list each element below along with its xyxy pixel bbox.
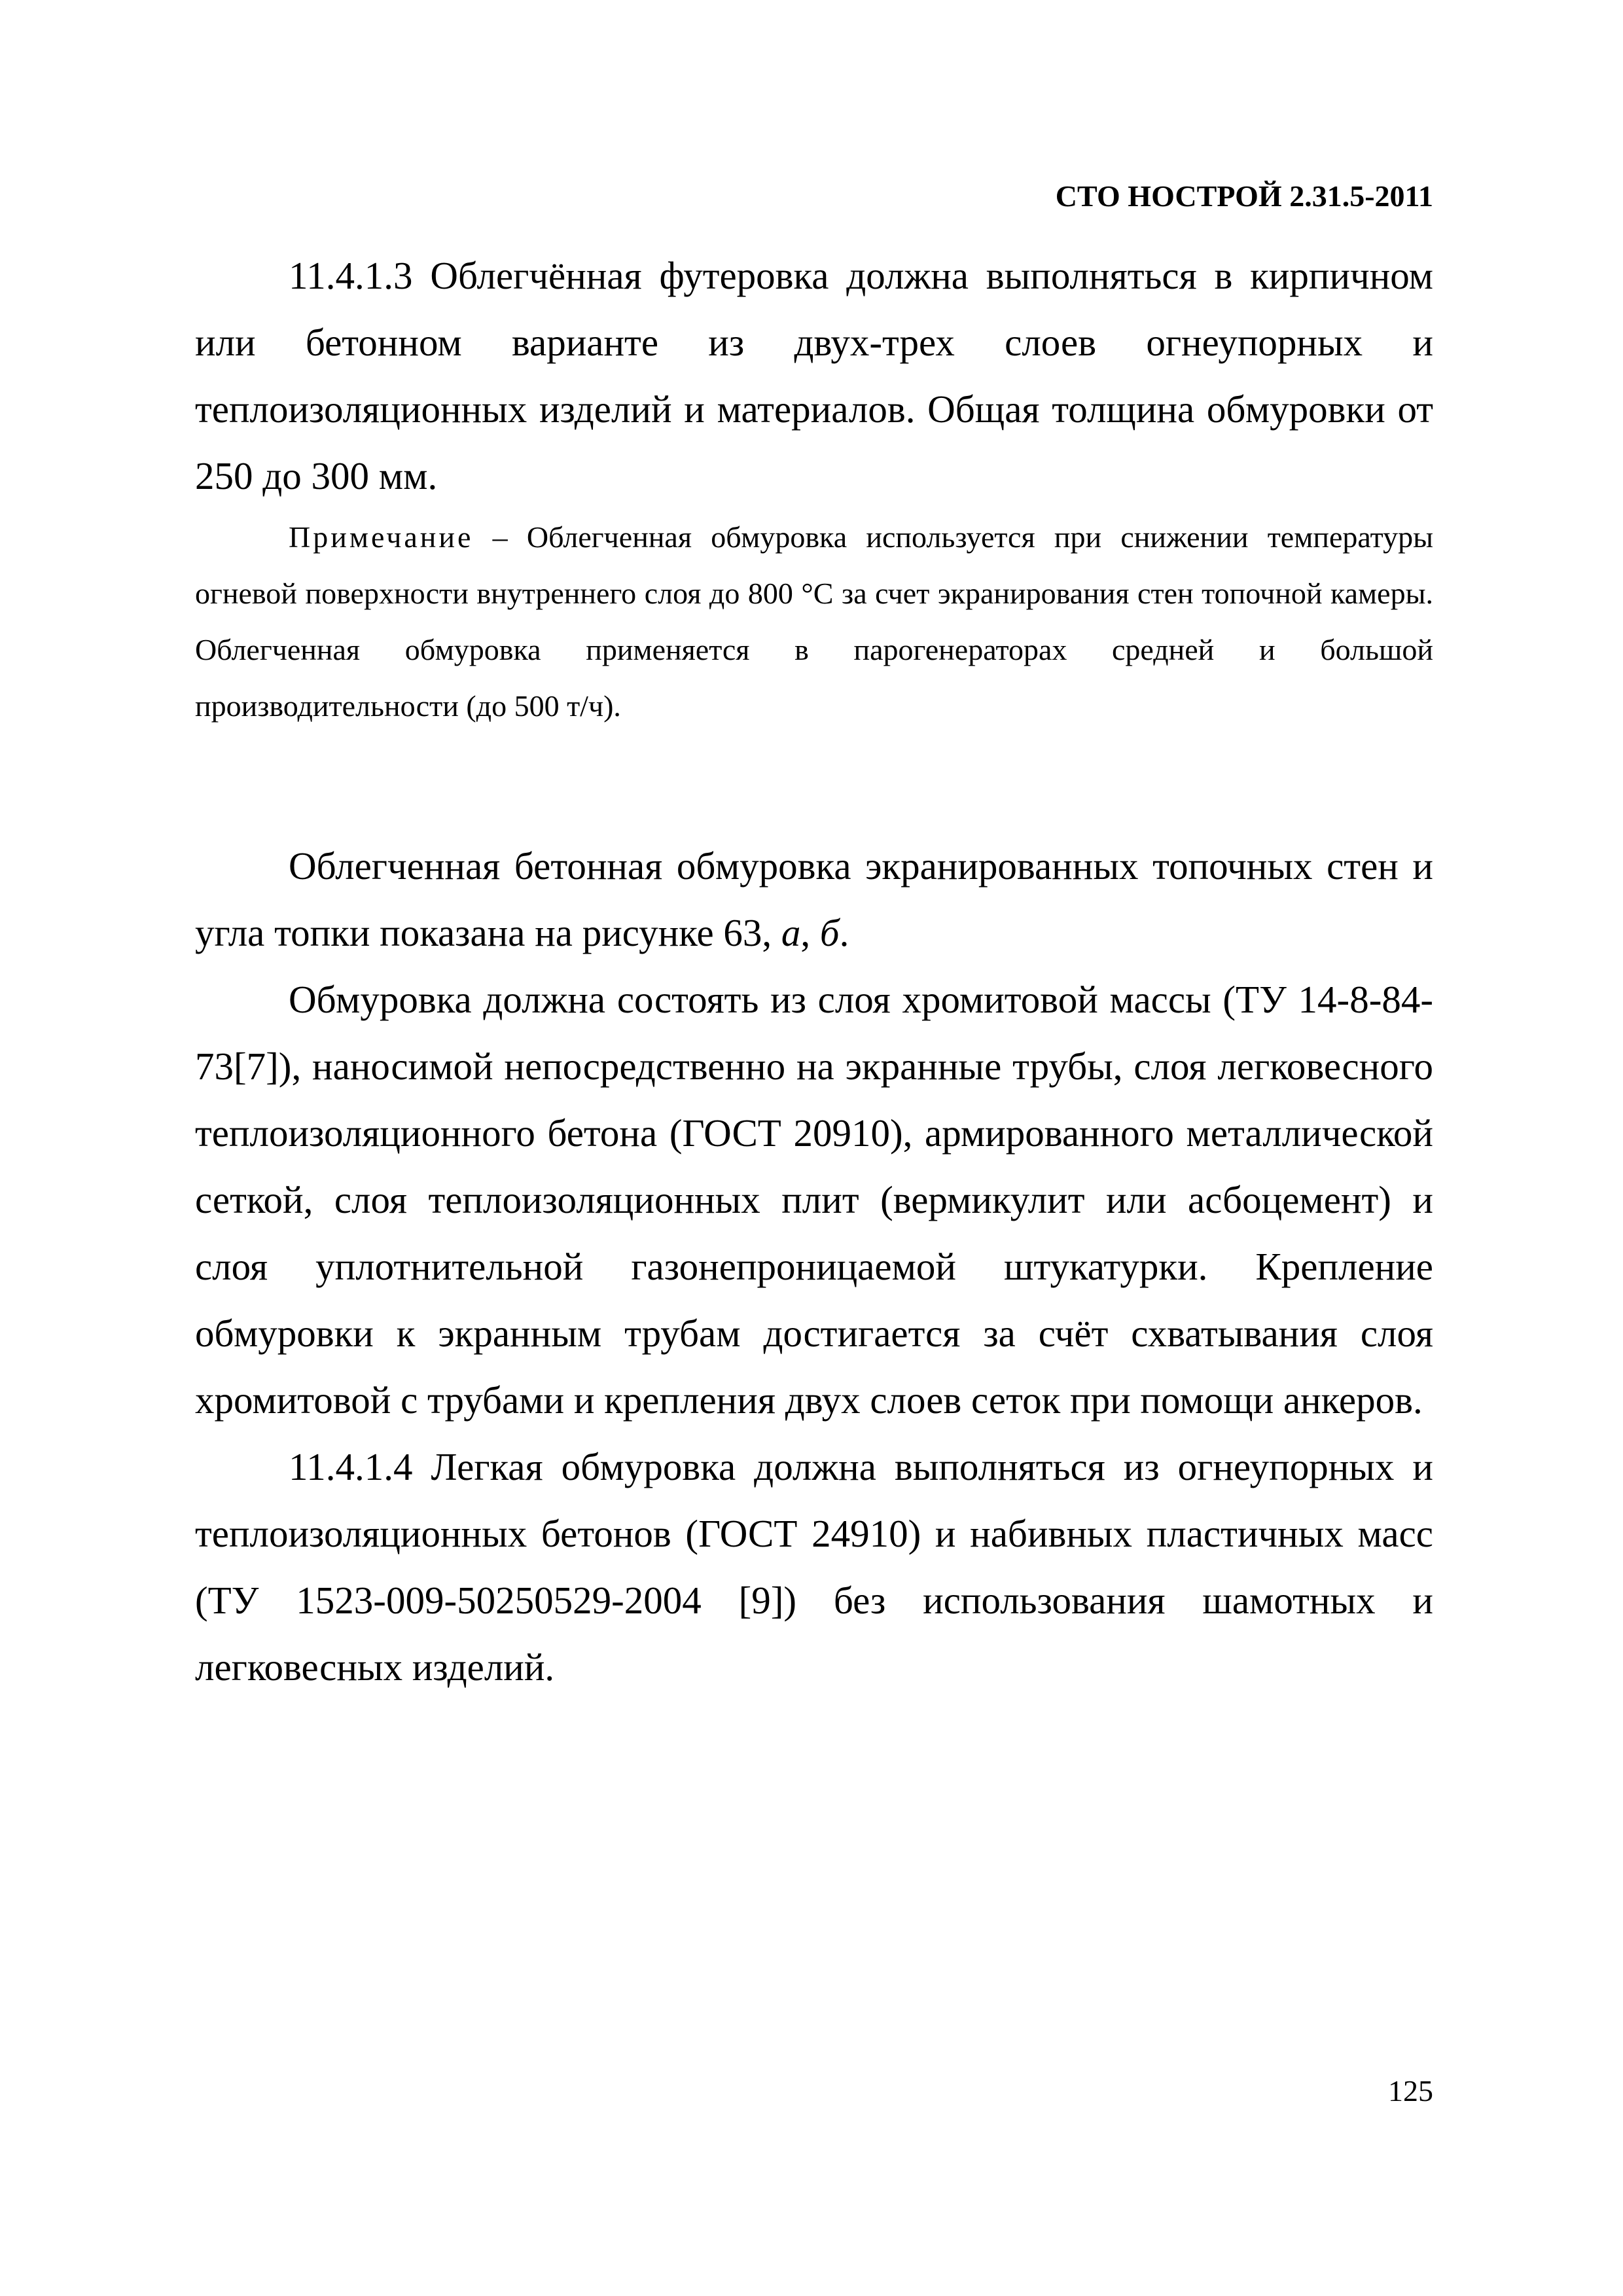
figure-ref-b: б bbox=[819, 911, 840, 954]
paragraph-11-4-1-3: 11.4.1.3 Облегчённая футеровка должна выполняться в кирпичном или бетонном варианте из двух-трех слоев огнеупорных и теплоизоляционных изделий и материалов. Общая толщина обмуровки от 250 до 300 мм. bbox=[195, 254, 1433, 497]
page-content bbox=[195, 242, 1433, 1700]
figure-ref-end: . bbox=[839, 911, 849, 954]
paragraph-lining-composition: Обмуровка должна состоять из слоя хромитовой массы (ТУ 14-8-84-73[7]), наносимой непосредственно на экранные трубы, слоя легковесного теплоизоляционного бетона (ГОСТ 20910), армированного металлической сеткой, слоя теплоизоляционных плит (вермикулит или асбоцемент) и слоя уплотнительной газонепроницаемой штукатурки. Крепление обмуровки к экранным трубам достигается за счёт схватывания слоя хромитовой с трубами и крепления двух слоев сеток при помощи анкеров. bbox=[195, 978, 1433, 1422]
note-paragraph bbox=[195, 509, 1433, 734]
note-label: Примечание bbox=[289, 520, 474, 554]
figure-ref-a: а bbox=[781, 911, 801, 954]
document-code-header: СТО НОСТРОЙ 2.31.5-2011 bbox=[1055, 179, 1433, 213]
paragraph-figure-reference bbox=[195, 833, 1433, 966]
figure-reference-text: Облегченная бетонная обмуровка экранированных топочных стен и угла топки показана на рисунке 63, bbox=[195, 844, 1433, 954]
note-text: – Облегченная обмуровка используется при снижении температуры огневой поверхности внутреннего слоя до 800 °С за счет экранирования стен топочной камеры. Облегченная обмуровка применяется в парогенераторах средней и большой производительности (до 500 т/ч). bbox=[195, 520, 1433, 723]
page-number: 125 bbox=[1388, 2074, 1433, 2108]
paragraph-11-4-1-4: 11.4.1.4 Легкая обмуровка должна выполняться из огнеупорных и теплоизоляционных бетонов (ГОСТ 24910) и набивных пластичных масс (ТУ 1523-009-50250529-2004 [9]) без использования шамотных и легковесных изделий. bbox=[195, 1445, 1433, 1689]
figure-ref-separator: , bbox=[800, 911, 820, 954]
